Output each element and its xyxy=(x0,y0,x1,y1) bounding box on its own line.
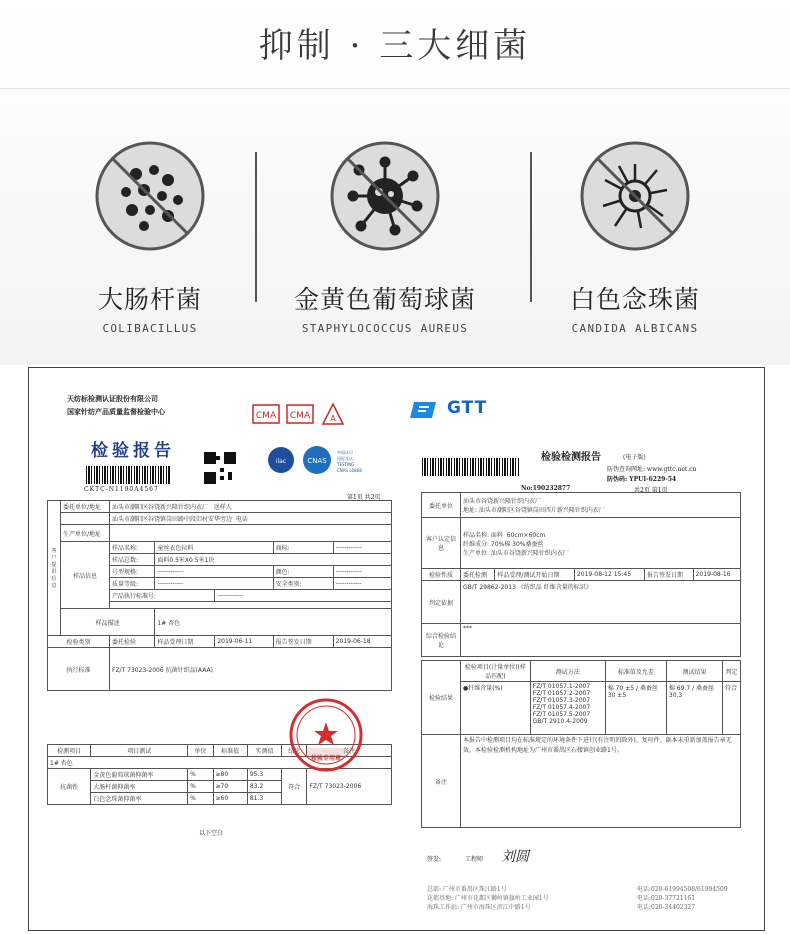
row-name: 白色念珠菌抑菌率 xyxy=(91,793,188,805)
anti-fake-code: 防伪码: YPUI-6229-54 xyxy=(607,476,677,483)
table-row xyxy=(422,682,741,735)
sample-name-label: 样品名称: xyxy=(110,542,155,554)
r-col-std: 标准值及允差 xyxy=(605,661,666,682)
cma-marks-icon xyxy=(251,402,351,432)
left-barcode-text: CKTC-N1190A4567 xyxy=(84,486,159,493)
tel2-label: 电话 xyxy=(235,516,248,523)
r-client-addr: 地址: 汕头市潮阳区谷饶镇岗田四片新兴隆针织内衣厂 xyxy=(463,507,605,514)
signer-title: 工程师 xyxy=(465,856,484,863)
right-report-title: 检验检测报告 xyxy=(541,452,601,463)
divider-2 xyxy=(530,152,532,302)
report-number: No:190232877 xyxy=(521,485,571,492)
r-result-label: 检验结果 xyxy=(422,661,461,735)
svg-text:CMA: CMA xyxy=(289,411,311,421)
addr-line-1: 总部: 广州市番禺区珠江路1号 xyxy=(427,886,507,893)
tel-line-2: 电话:020-37721161 xyxy=(637,895,696,902)
bacteria-name-en: STAPHYLOCOCCUS AUREUS xyxy=(301,322,469,335)
svg-text:CNAS: CNAS xyxy=(307,457,327,465)
query-url: 防伪查询网址: www.gttc.net.cn xyxy=(607,466,697,473)
seal-text: 检验专用章 xyxy=(311,755,342,762)
bacteria-card-candida xyxy=(535,140,735,335)
row-value: 95.3 xyxy=(247,769,281,781)
r-insp-value: 委托检测 xyxy=(461,569,495,581)
sample-name: 童丝衣色拉料 xyxy=(155,542,273,554)
left-page-number: 第1页 共2页 xyxy=(347,494,381,501)
bacteria-name-cn: 大肠杆菌 xyxy=(97,285,202,314)
result-value: 符合 xyxy=(282,769,307,805)
r-col-result: 测试结果 xyxy=(666,661,722,682)
desc-label: 样品描述 xyxy=(61,609,155,636)
r-test-vals: 棉 69.7 / 桑蚕丝 30.3 xyxy=(666,682,722,735)
col-unit: 单位 xyxy=(188,745,213,757)
model-label: 号型规格: xyxy=(110,566,155,578)
issue-label: 报告签发日期 xyxy=(273,636,333,648)
safety-label: 安全类别: xyxy=(273,578,333,590)
signer-label: 签发: xyxy=(427,856,442,863)
row-std: ≥70 xyxy=(213,781,247,793)
row-unit: % xyxy=(188,793,213,805)
left-barcode xyxy=(86,466,171,484)
sample-total: 面料0.5米X0.5米1块 xyxy=(155,554,392,566)
bacteria-card-colibacillus xyxy=(50,140,250,335)
r-verdict: 符合 xyxy=(723,682,741,735)
addr-line-2: 花都基地: 广州市花都区狮岭镇旗岭工业园1号 xyxy=(427,895,549,902)
r-col-verdict: 判定 xyxy=(723,661,741,682)
svg-text:中国认可: 中国认可 xyxy=(337,450,353,455)
group-label: 抗菌性 xyxy=(48,769,91,805)
svg-text:CMA: CMA xyxy=(255,411,277,421)
grade-value: ------------ xyxy=(155,578,273,590)
row-name: 大肠杆菌抑菌率 xyxy=(91,781,188,793)
insp-value: 委托检验 xyxy=(110,636,155,648)
col-value: 实测值 xyxy=(247,745,281,757)
signature: 刘圆 xyxy=(501,849,529,865)
r-issue-label: 报告签发日期 xyxy=(645,569,694,581)
r-size: 60cm×60cm xyxy=(506,531,546,539)
r-basis-label: 判定依据 xyxy=(422,581,461,624)
bacteria-name-cn: 金黄色葡萄球菌 xyxy=(293,285,476,314)
issue-date: 2019-06-18 xyxy=(333,636,391,648)
svg-text:TESTING: TESTING xyxy=(337,462,355,467)
candida-icon xyxy=(579,140,691,252)
r-customer-label: 客户认定信息 xyxy=(422,518,461,569)
col-std: 标准值 xyxy=(213,745,247,757)
right-report-table xyxy=(421,492,741,657)
r-issue-date: 2019-08-16 xyxy=(693,569,740,581)
staphylococcus-icon xyxy=(329,140,441,252)
recv-label: 样品受理日期 xyxy=(155,636,215,648)
qr-code-icon xyxy=(204,452,236,484)
r-client-label: 委托单位 xyxy=(422,493,461,518)
license-value: ------------ xyxy=(215,590,392,602)
red-seal-icon xyxy=(287,696,365,774)
page-title: 抑制 · 三大细菌 xyxy=(258,26,532,66)
r-overall-value: *** xyxy=(461,624,741,657)
color-value: ------------ xyxy=(333,566,391,578)
item-color: 1# 杏色 xyxy=(48,757,392,769)
std-value: FZ/T 73023-2006 抗菌针织品(AAA) xyxy=(110,648,392,691)
safety-value: ------------ xyxy=(333,578,391,590)
right-page-number: 共2页 第1页 xyxy=(634,487,668,494)
reports-sheet xyxy=(28,367,765,931)
r-maker: 生产单位: 汕头市谷饶新兴隆针织内衣厂 xyxy=(463,549,569,557)
left-report-table xyxy=(47,500,392,691)
divider-1 xyxy=(255,152,257,302)
bacteria-name-en: CANDIDA ALBICANS xyxy=(571,322,699,335)
insp-label: 检验类别 xyxy=(48,636,110,648)
r-basis-value: GB/T 29862-2013 《纺织品 纤维含量的标识》 xyxy=(461,581,741,624)
svg-text:国际互认: 国际互认 xyxy=(337,456,353,461)
grade-label: 质量等级: xyxy=(110,578,155,590)
r-insp-label: 检验性质 xyxy=(422,569,461,581)
row-std: ≥60 xyxy=(213,793,247,805)
divider xyxy=(0,88,790,89)
model-value: ------------ xyxy=(155,566,273,578)
row-std: ≥80 xyxy=(213,769,247,781)
left-report-title: 检验报告 xyxy=(91,441,175,461)
right-results-table xyxy=(421,660,741,828)
svg-text:ilac: ilac xyxy=(275,458,287,465)
tel-line-1: 电话:020-61994508/61994509 xyxy=(637,886,728,893)
r-remark-label: 备注 xyxy=(422,735,461,828)
brand-value: ------------ xyxy=(333,542,391,554)
colibacillus-icon xyxy=(94,140,206,252)
r-result-item: ●纤维含量(%) xyxy=(461,682,531,735)
svg-text:A: A xyxy=(330,414,336,423)
bacteria-name-cn: 白色念珠菌 xyxy=(569,285,700,314)
tel-line-3: 电话:020-34402327 xyxy=(637,904,696,911)
svg-text:CNAS L0868: CNAS L0868 xyxy=(337,468,362,473)
r-methods: FZ/T 01057.1-2007 FZ/T 01057.2-2007 FZ/T 01057.3-2007 FZ/T 01057.4-2007 FZ/T 01057.5-2007 GB/T 2910.4-2009 xyxy=(530,682,605,735)
bacteria-name-en: COLIBACILLUS xyxy=(102,322,198,335)
gtt-logo-text: GTT xyxy=(447,398,488,418)
row-unit: % xyxy=(188,769,213,781)
r-recv-date: 2019-08-12 15:45 xyxy=(574,569,644,581)
r-sample-name: 样品名称: 面料 xyxy=(463,531,503,539)
col-test: 项目测试 xyxy=(91,745,188,757)
tel-label: 送样人 xyxy=(213,504,232,511)
accreditation-logos-icon xyxy=(267,444,377,476)
client-value: 汕头市潮阳区谷饶新兴隆针织内衣厂 xyxy=(112,504,209,511)
client-addr: 汕头市潮阳区谷饶镇岗田路中段旧村安华旁边 xyxy=(112,516,233,523)
sample-total-label: 样品总数: xyxy=(110,554,155,566)
left-side-label: 客户提供信息 xyxy=(48,501,61,636)
r-remark: 本报告中检测项目均在标准规定的环境条件下进行(有注明的除外)。复印件、副本未重新加盖报告章无效。本检验检测机构地址为广州市番禺区石楼镇创业路1号。 xyxy=(461,735,741,828)
r-client-value: 汕头市谷饶新兴隆针织内衣厂 xyxy=(463,498,542,505)
license-label: 产品执行标准号: xyxy=(110,590,215,602)
bacteria-card-staphylococcus xyxy=(285,140,485,335)
desc-value: 1# 杏色 xyxy=(155,609,392,636)
brand-label: 商标: xyxy=(273,542,333,554)
row-value: 83.2 xyxy=(247,781,281,793)
r-composition: 纤维成分: 70%棉 30%桑蚕丝 xyxy=(463,540,544,548)
col-item: 检测项目 xyxy=(48,745,91,757)
row-value: 81.3 xyxy=(247,793,281,805)
row-name: 金黄色葡萄球菌抑菌率 xyxy=(91,769,188,781)
row-unit: % xyxy=(188,781,213,793)
left-org-line2: 国家针纺产品质量监督检验中心 xyxy=(67,407,165,416)
left-footer: 以下空白 xyxy=(199,830,224,837)
right-report-subtitle: (电子版) xyxy=(623,454,646,461)
r-std-vals: 棉 70 ±5 / 桑蚕丝 30 ±5 xyxy=(605,682,666,735)
r-col-method: 测试方法 xyxy=(530,661,605,682)
r-recv-label: 样品受理/测试开始日期 xyxy=(495,569,575,581)
left-org-line1: 天纺标检测认证股份有限公司 xyxy=(67,394,158,403)
right-barcode xyxy=(422,458,520,476)
addr-line-3: 海珠工作站: 广州市海珠区滨江中路1号 xyxy=(427,904,531,911)
col-result: 结论 xyxy=(282,745,307,757)
maker-label: 生产单位/地址 xyxy=(61,525,110,542)
r-overall-label: 综合检验结论 xyxy=(422,624,461,657)
col-remark: 备注 xyxy=(307,745,392,757)
recv-date: 2019-06-11 xyxy=(215,636,273,648)
r-col-item: 检验项目(计量单位)(样品匹配) xyxy=(461,661,531,682)
result-std: FZ/T 73023-2006 xyxy=(307,769,392,805)
std-label: 执行标准 xyxy=(48,648,110,691)
client-label: 委托单位/地址 xyxy=(61,501,110,513)
color-label: 颜色: xyxy=(273,566,333,578)
sample-info-label: 样品信息 xyxy=(61,542,110,609)
